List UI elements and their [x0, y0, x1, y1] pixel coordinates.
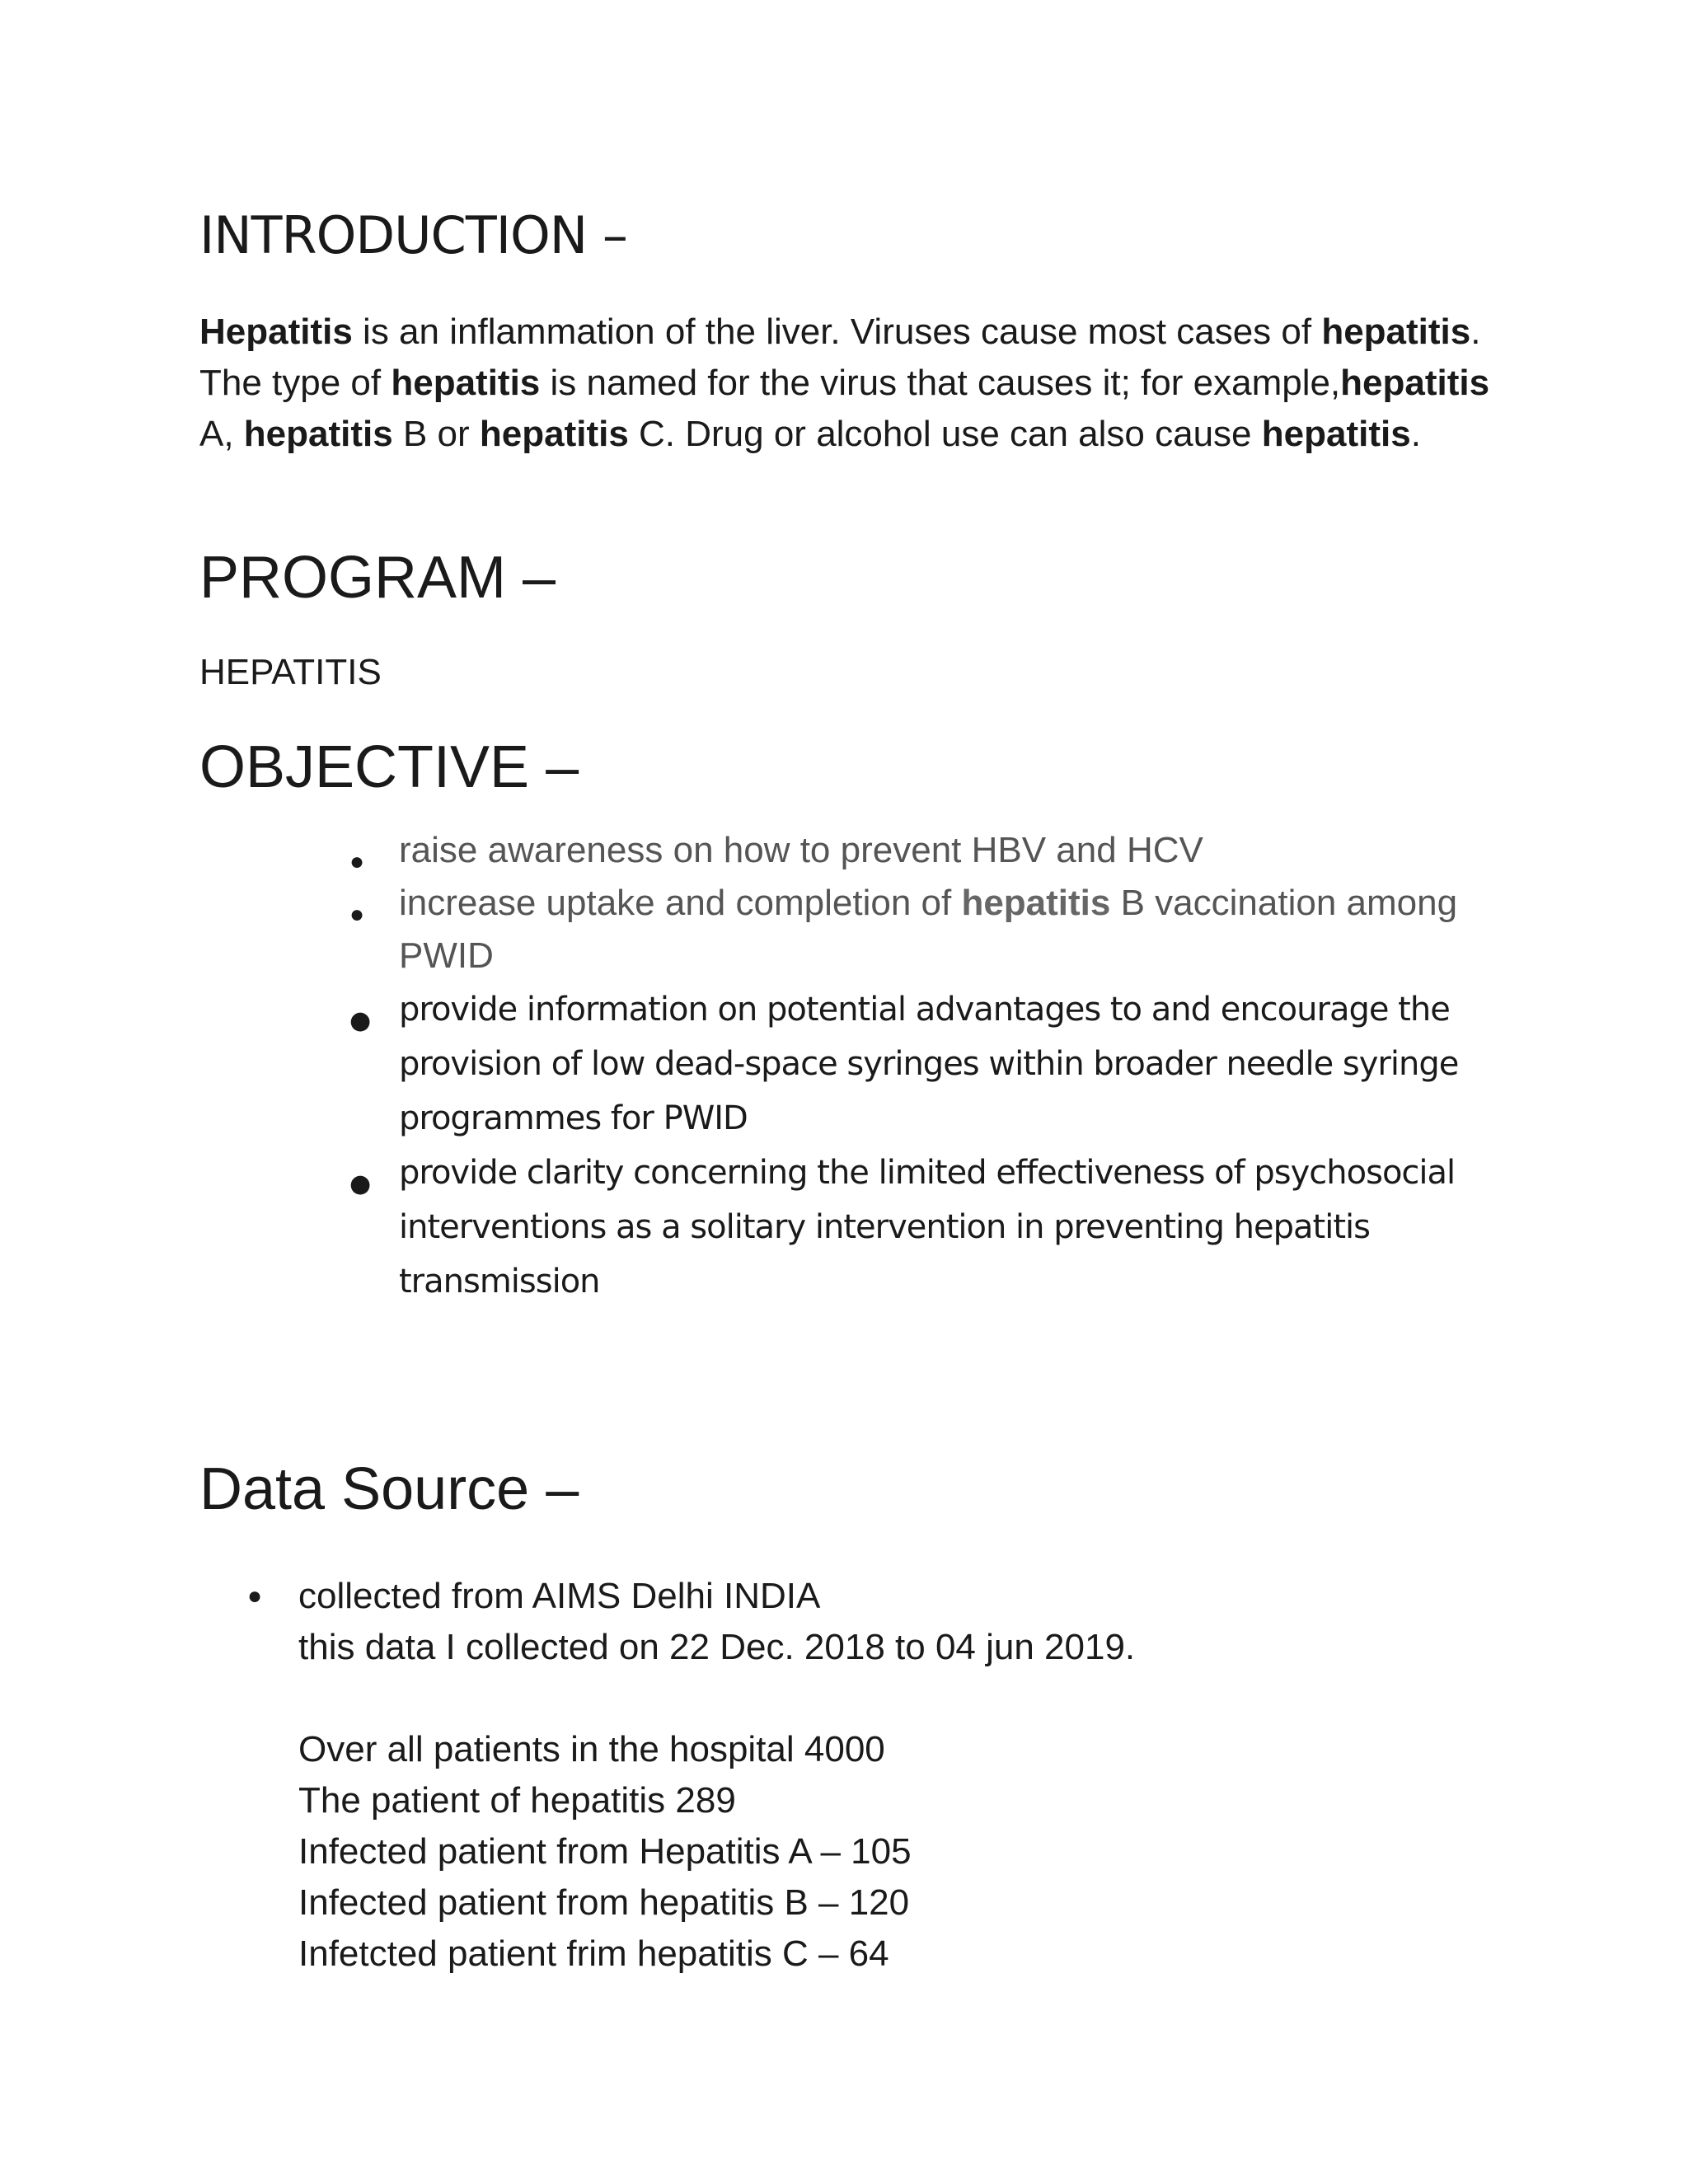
program-heading: PROGRAM –: [199, 545, 556, 611]
list-item: [340, 982, 1493, 1146]
list-item: [340, 877, 1493, 982]
bullet-icon: ●: [349, 848, 365, 875]
intro-text: is an inflammation of the liver. Viruses cause most cases of: [352, 312, 1322, 352]
intro-text: C. Drug or alcohol use can also cause: [628, 414, 1262, 454]
data-source-lines: [298, 1571, 1477, 1980]
intro-text: is named for the virus that causes it; for example,: [540, 363, 1341, 403]
term-hepatitis: hepatitis: [961, 883, 1111, 923]
objective-text: increase uptake and completion of: [399, 883, 962, 923]
objective-text: B vaccination among PWID: [399, 883, 1458, 976]
intro-text: . The type of: [199, 312, 1481, 403]
bullet-icon: ●: [247, 1582, 263, 1610]
program-name: HEPATITIS: [199, 652, 382, 692]
intro-text: .: [1410, 414, 1421, 454]
data-source-line: Over all patients in the hospital 4000: [298, 1729, 885, 1769]
objective-list: [340, 824, 1493, 1309]
bullet-icon: ●: [349, 901, 365, 928]
term-hepatitis: hepatitis: [1321, 312, 1471, 352]
intro-text: B or: [392, 414, 480, 454]
term-hepatitis: hepatitis: [1340, 363, 1490, 403]
data-source-line: The patient of hepatitis 289: [298, 1780, 736, 1821]
introduction-heading: INTRODUCTION –: [199, 205, 627, 265]
objective-text: raise awareness on how to prevent HBV and HCV: [399, 830, 1203, 870]
list-item: [340, 1146, 1493, 1309]
bullet-icon: ●: [349, 1169, 371, 1198]
objective-text: provide clarity concerning the limited effectiveness of psychosocial interventions as a solitary intervention in preventing hepatitis transmission: [399, 1154, 1456, 1301]
list-item: [340, 824, 1493, 877]
term-hepatitis: hepatitis: [1261, 414, 1411, 454]
data-source-line: this data I collected on 22 Dec. 2018 to 04 jun 2019.: [298, 1627, 1136, 1667]
bullet-icon: ●: [349, 1006, 371, 1035]
data-source-block: [241, 1571, 1477, 1980]
term-hepatitis: hepatitis: [479, 414, 629, 454]
spacer: [298, 1673, 1477, 1724]
term-hepatitis: hepatitis: [391, 363, 541, 403]
introduction-paragraph: [199, 307, 1518, 460]
intro-text: A,: [199, 414, 244, 454]
data-source-line: Infected patient from hepatitis B – 120: [298, 1882, 910, 1923]
objective-heading: OBJECTIVE –: [199, 734, 579, 800]
objective-text: provide information on potential advantages to and encourage the provision of low dead-space syringes within broader needle syringe programmes for PWID: [399, 991, 1459, 1137]
data-source-line: Infetcted patient frim hepatitis C – 64: [298, 1933, 889, 1974]
data-source-line: Infected patient from Hepatitis A – 105: [298, 1831, 912, 1872]
term-hepatitis: Hepatitis: [199, 312, 353, 352]
data-source-line: collected from AIMS Delhi INDIA: [298, 1576, 821, 1616]
term-hepatitis: hepatitis: [243, 414, 393, 454]
data-source-heading: Data Source –: [199, 1456, 579, 1522]
